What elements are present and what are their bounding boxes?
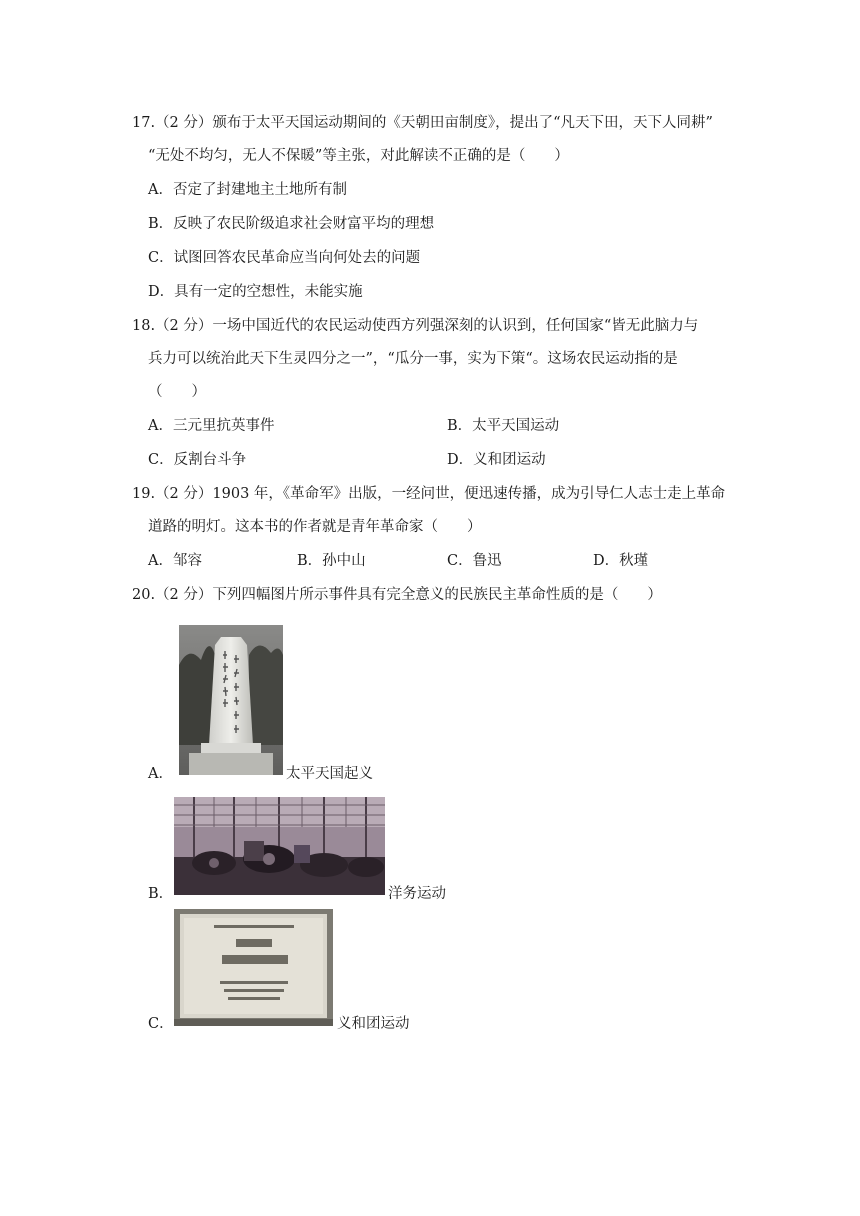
q17-stem-line1: 17.（2 分）颁布于太平天国运动期间的《天朝田亩制度》，提出了“凡天下田，天下人同耕” [132,115,713,131]
q19-stem-line1: 19.（2 分）1903 年，《革命军》出版，一经问世，便迅速传播，成为引导仁人志士走上革命 [132,486,726,502]
plaque-illustration [174,909,333,1026]
q20-option-b-letter: B． [148,886,174,902]
q20-option-a-caption: 太平天国起义 [286,766,373,782]
q20-stem: 20.（2 分）下列四幅图片所示事件具有完全意义的民族民主革命性质的是（ ） [132,587,662,603]
q19-option-c: C．鲁迅 [447,553,502,569]
monument-illustration [179,625,283,775]
q17-option-d: D．具有一定的空想性，未能实施 [148,284,363,300]
q18-stem-line3: （ ） [148,384,206,400]
q19-stem-line2: 道路的明灯。这本书的作者就是青年革命家（ ） [148,519,482,535]
q17-stem-line2: “无处不均匀，无人不保暖”等主张，对此解读不正确的是（ ） [148,148,569,164]
q18-option-b: B．太平天国运动 [447,418,560,434]
q17-option-c: C．试图回答农民革命应当向何处去的问题 [148,250,421,266]
q20-option-c-letter: C． [148,1016,174,1032]
q20-option-a-letter: A． [148,766,173,782]
q18-option-c: C．反割台斗争 [148,452,247,468]
q19-option-b: B．孙中山 [297,553,366,569]
q17-option-a: A．否定了封建地主土地所有制 [148,182,347,198]
q20-option-c-caption: 义和团运动 [337,1016,410,1032]
q18-option-a: A．三元里抗英事件 [148,418,275,434]
factory-photo [174,797,385,895]
q20-option-b-caption: 洋务运动 [388,886,446,902]
q19-option-d: D．秋瑾 [593,553,649,569]
monument-photo [179,625,283,775]
q18-stem-line1: 18.（2 分）一场中国近代的农民运动使西方列强深刻的认识到，任何国家“皆无此脑力与 [132,318,699,334]
q17-option-b: B．反映了农民阶级追求社会财富平均的理想 [148,216,435,232]
plaque-photo [174,909,333,1026]
q18-stem-line2: 兵力可以统治此天下生灵四分之一”，“瓜分一事，实为下策“。这场农民运动指的是 [148,351,678,367]
q18-option-d: D．义和团运动 [447,452,546,468]
q19-option-a: A．邹容 [148,553,202,569]
factory-illustration [174,797,385,895]
